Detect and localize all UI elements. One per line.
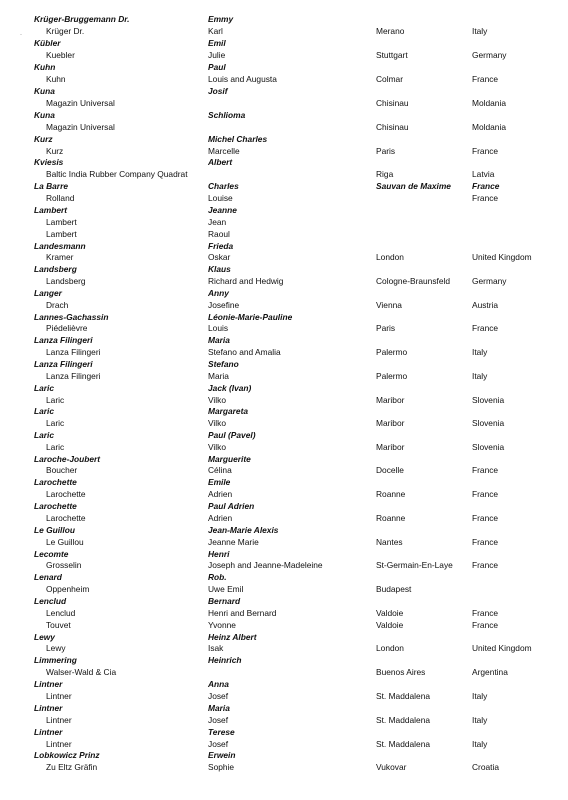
surname-cell: Walser-Wald & Cia <box>46 667 117 677</box>
given-name-cell: Stefano and Amalia <box>208 347 281 357</box>
given-name-cell: Jean-Marie Alexis <box>208 525 279 535</box>
given-name-cell: Jeanne <box>208 205 237 215</box>
surname-cell: Krüger Dr. <box>46 26 85 36</box>
city-cell: Vukovar <box>376 762 407 772</box>
given-name-cell: Terese <box>208 727 235 737</box>
surname-cell: Magazin Universal <box>46 98 115 108</box>
surname-cell: Kuna <box>34 110 55 120</box>
given-name-cell: Paul (Pavel) <box>208 430 256 440</box>
country-cell: France <box>472 489 499 499</box>
surname-cell: Lecomte <box>34 549 69 559</box>
surname-cell: Oppenheim <box>46 584 90 594</box>
given-name-cell: Jack (Ivan) <box>208 383 252 393</box>
given-name-cell: Margareta <box>208 406 249 416</box>
given-name-cell: Klaus <box>208 264 231 274</box>
country-cell: Italy <box>472 347 488 357</box>
surname-cell: Zu Eltz Gräfin <box>46 762 98 772</box>
given-name-cell: Yvonne <box>208 620 236 630</box>
country-cell: France <box>472 181 500 191</box>
city-cell: St. Maddalena <box>376 739 431 749</box>
surname-cell: Lenclud <box>46 608 76 618</box>
surname-cell: Lintner <box>46 715 72 725</box>
city-cell: St-Germain-En-Laye <box>376 560 453 570</box>
given-name-cell: Raoul <box>208 229 230 239</box>
given-name-cell: Josef <box>208 739 229 749</box>
city-cell: London <box>376 252 404 262</box>
surname-cell: Laric <box>46 442 65 452</box>
given-name-cell: Schlioma <box>208 110 246 120</box>
surname-cell: Larochette <box>34 501 77 511</box>
city-cell: Colmar <box>376 74 403 84</box>
city-cell: Riga <box>376 169 394 179</box>
surname-cell: Kviesis <box>34 157 64 167</box>
city-cell: Chisinau <box>376 98 409 108</box>
surname-cell: Laric <box>46 395 65 405</box>
country-cell: Italy <box>472 739 488 749</box>
country-cell: Slovenia <box>472 442 505 452</box>
surname-cell: Le Guillou <box>46 537 84 547</box>
city-cell: Palermo <box>376 371 408 381</box>
surname-cell: Kuhn <box>34 62 56 72</box>
city-cell: Valdoie <box>376 608 404 618</box>
surname-cell: Lanza Filingeri <box>46 347 101 357</box>
surname-cell: Langer <box>34 288 62 298</box>
given-name-cell: Michel Charles <box>208 134 268 144</box>
city-cell: Sauvan de Maxime <box>376 181 451 191</box>
surname-cell: Lintner <box>34 679 63 689</box>
surname-cell: Krüger-Bruggemann Dr. <box>34 14 130 24</box>
city-cell: Paris <box>376 323 396 333</box>
surname-cell: Laric <box>34 383 55 393</box>
given-name-cell: Emile <box>208 477 231 487</box>
surname-cell: Lenclud <box>34 596 67 606</box>
given-name-cell: Albert <box>208 157 233 167</box>
given-name-cell: Marcelle <box>208 146 240 156</box>
city-cell: Maribor <box>376 418 405 428</box>
given-name-cell: Sophie <box>208 762 235 772</box>
country-cell: France <box>472 608 499 618</box>
city-cell: Chisinau <box>376 122 409 132</box>
country-cell: Italy <box>472 691 488 701</box>
surname-cell: Lintner <box>46 739 72 749</box>
given-name-cell: Jeanne Marie <box>208 537 259 547</box>
country-cell: France <box>472 537 499 547</box>
city-cell: Roanne <box>376 513 406 523</box>
given-name-cell: Adrien <box>208 489 233 499</box>
city-cell: Valdoie <box>376 620 404 630</box>
surname-cell: Lambert <box>46 217 77 227</box>
surname-cell: Lanza Filingeri <box>34 359 93 369</box>
surname-cell: Limmering <box>34 655 77 665</box>
city-cell: Vienna <box>376 300 402 310</box>
given-name-cell: Emmy <box>208 14 234 24</box>
given-name-cell: Heinz Albert <box>208 632 257 642</box>
given-name-cell: Oskar <box>208 252 231 262</box>
surname-cell: Laroche-Joubert <box>34 454 101 464</box>
country-cell: Italy <box>472 371 488 381</box>
surname-cell: Kuebler <box>46 50 75 60</box>
country-cell: Croatia <box>472 762 499 772</box>
surname-cell: Kurz <box>34 134 53 144</box>
given-name-cell: Rob. <box>208 572 227 582</box>
given-name-cell: Heinrich <box>208 655 242 665</box>
country-cell: Latvia <box>472 169 495 179</box>
city-cell: Palermo <box>376 347 408 357</box>
surname-cell: Larochette <box>46 513 86 523</box>
city-cell: St. Maddalena <box>376 691 431 701</box>
given-name-cell: Emil <box>208 38 226 48</box>
given-name-cell: Julie <box>208 50 226 60</box>
surname-cell: Lanza Filingeri <box>34 335 93 345</box>
country-cell: France <box>472 74 499 84</box>
country-cell: Slovenia <box>472 418 505 428</box>
country-cell: Argentina <box>472 667 508 677</box>
given-name-cell: Charles <box>208 181 239 191</box>
surname-cell: Lannes-Gachassin <box>34 312 109 322</box>
surname-cell: Lanza Filingeri <box>46 371 101 381</box>
given-name-cell: Henri <box>208 549 230 559</box>
surname-cell: Larochette <box>34 477 77 487</box>
given-name-cell: Marguerite <box>208 454 251 464</box>
given-name-cell: Anny <box>208 288 229 298</box>
surname-cell: Touvet <box>46 620 71 630</box>
surname-cell: Lintner <box>34 703 63 713</box>
country-cell: Moldania <box>472 122 506 132</box>
given-name-cell: Louis and Augusta <box>208 74 277 84</box>
given-name-cell: Vilko <box>208 418 227 428</box>
given-name-cell: Josif <box>208 86 228 96</box>
given-name-cell: Bernard <box>208 596 241 606</box>
given-name-cell: Joseph and Jeanne-Madeleine <box>208 560 323 570</box>
given-name-cell: Anna <box>208 679 229 689</box>
surname-cell: Kübler <box>34 38 61 48</box>
country-cell: Austria <box>472 300 499 310</box>
city-cell: Stuttgart <box>376 50 408 60</box>
surname-cell: Laric <box>34 430 55 440</box>
surname-cell: Lambert <box>34 205 68 215</box>
surname-cell: Kuna <box>34 86 55 96</box>
surname-cell: Drach <box>46 300 69 310</box>
country-cell: Germany <box>472 276 507 286</box>
given-name-cell: Paul <box>208 62 226 72</box>
surname-cell: Kuhn <box>46 74 66 84</box>
country-cell: Slovenia <box>472 395 505 405</box>
given-name-cell: Louis <box>208 323 229 333</box>
given-name-cell: Karl <box>208 26 223 36</box>
city-cell: London <box>376 643 404 653</box>
given-name-cell: Maria <box>208 371 229 381</box>
country-cell: France <box>472 146 499 156</box>
surname-cell: Landesmann <box>34 241 86 251</box>
given-name-cell: Richard and Hedwig <box>208 276 284 286</box>
city-cell: Docelle <box>376 465 404 475</box>
country-cell: United Kingdom <box>472 252 532 262</box>
country-cell: Moldania <box>472 98 506 108</box>
given-name-cell: Jean <box>208 217 227 227</box>
country-cell: United Kingdom <box>472 643 532 653</box>
given-name-cell: Vilko <box>208 442 227 452</box>
surname-cell: Magazin Universal <box>46 122 115 132</box>
surname-cell: Lobkowicz Prinz <box>34 750 100 760</box>
country-cell: France <box>472 193 499 203</box>
surname-cell: Le Guillou <box>34 525 75 535</box>
surname-cell: Lewy <box>46 643 66 653</box>
city-cell: Buenos Aires <box>376 667 426 677</box>
city-cell: Cologne-Braunsfeld <box>376 276 451 286</box>
given-name-cell: Josefine <box>208 300 240 310</box>
surname-cell: Landsberg <box>34 264 77 274</box>
surname-cell: Piédelièvre <box>46 323 88 333</box>
city-cell: Maribor <box>376 442 405 452</box>
surname-cell: Kramer <box>46 252 74 262</box>
given-name-cell: Josef <box>208 691 229 701</box>
surname-cell: Lenard <box>34 572 62 582</box>
given-name-cell: Adrien <box>208 513 233 523</box>
country-cell: France <box>472 323 499 333</box>
surname-cell: Grosselin <box>46 560 82 570</box>
given-name-cell: Frieda <box>208 241 234 251</box>
surname-cell: Lintner <box>46 691 72 701</box>
city-cell: Nantes <box>376 537 403 547</box>
city-cell: St. Maddalena <box>376 715 431 725</box>
city-cell: Roanne <box>376 489 406 499</box>
given-name-cell: Isak <box>208 643 224 653</box>
given-name-cell: Stefano <box>208 359 239 369</box>
surname-cell: Boucher <box>46 465 78 475</box>
city-cell: Merano <box>376 26 405 36</box>
given-name-cell: Célina <box>208 465 232 475</box>
given-name-cell: Louise <box>208 193 233 203</box>
country-cell: France <box>472 513 499 523</box>
given-name-cell: Maria <box>208 335 230 345</box>
surname-cell: Kurz <box>46 146 64 156</box>
country-cell: France <box>472 560 499 570</box>
surname-cell: Larochette <box>46 489 86 499</box>
city-cell: Maribor <box>376 395 405 405</box>
given-name-cell: Erwein <box>208 750 236 760</box>
surname-cell: Laric <box>34 406 55 416</box>
surname-cell: Lintner <box>34 727 63 737</box>
given-name-cell: Uwe Emil <box>208 584 244 594</box>
given-name-cell: Paul Adrien <box>208 501 255 511</box>
stray-mark: · <box>20 32 22 38</box>
surname-cell: Baltic India Rubber Company Quadrat <box>46 169 188 179</box>
given-name-cell: Josef <box>208 715 229 725</box>
surname-cell: Rolland <box>46 193 75 203</box>
country-cell: France <box>472 620 499 630</box>
city-cell: Budapest <box>376 584 412 594</box>
given-name-cell: Maria <box>208 703 230 713</box>
country-cell: Italy <box>472 26 488 36</box>
surname-cell: Landsberg <box>46 276 86 286</box>
surname-cell: Laric <box>46 418 65 428</box>
surname-cell: Lewy <box>34 632 55 642</box>
given-name-cell: Vilko <box>208 395 227 405</box>
city-cell: Paris <box>376 146 396 156</box>
given-name-cell: Henri and Bernard <box>208 608 277 618</box>
country-cell: Germany <box>472 50 507 60</box>
surname-cell: Lambert <box>46 229 77 239</box>
country-cell: Italy <box>472 715 488 725</box>
country-cell: France <box>472 465 499 475</box>
given-name-cell: Léonie-Marie-Pauline <box>208 312 293 322</box>
surname-cell: La Barre <box>34 181 68 191</box>
